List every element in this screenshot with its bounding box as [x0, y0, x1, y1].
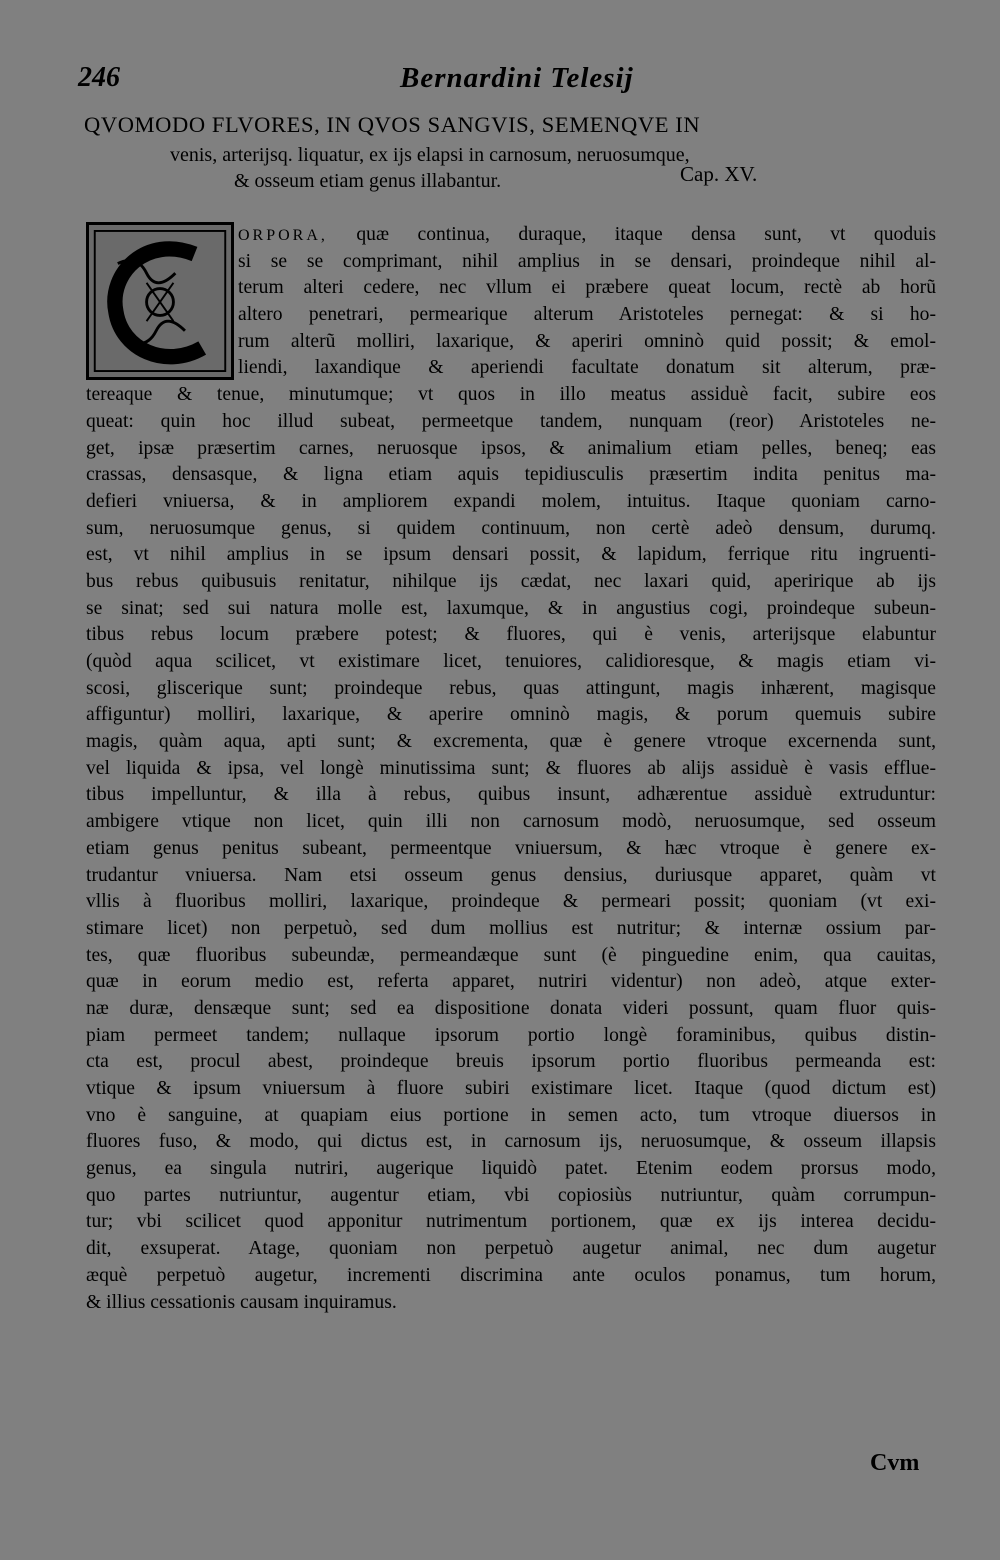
page-header — [78, 62, 958, 98]
body-line: scosi, gliscerique sunt; proindeque rebus, quas attingunt, magis inhærent, magisque — [86, 677, 936, 699]
body-line: crassas, densasque, & ligna etiam aquis tepidiusculis præsertim indita penitus ma- — [86, 464, 936, 486]
body-line: tes, quæ fluoribus subeundæ, permeandæque sunt (è pinguedine enim, qua cauitas, — [86, 944, 936, 966]
body-line: se sinat; sed sui natura molle est, laxumque, & in angustius cogi, proindeque subeun- — [86, 597, 936, 619]
body-line: trudantur vniuersa. Nam etsi osseum genus densius, duriusque apparet, quàm vt — [86, 864, 936, 886]
body-text — [86, 222, 936, 1316]
body-line: altero penetrari, permearique alterum Aristoteles pernegat: & si ho- — [238, 304, 936, 326]
page-number: 246 — [78, 62, 120, 93]
body-line: fluores fuso, & modo, qui dictus est, in carnosum ijs, neruosumque, & osseum illapsis — [86, 1131, 936, 1153]
running-title: Bernardini Telesij — [400, 62, 634, 94]
body-line: genus, ea singula nutriri, augerique liquidò patet. Etenim eodem prorsus modo, — [86, 1158, 936, 1180]
body-line: æquè perpetuò augetur, incrementi discrimina ante oculos ponamus, tum horum, — [86, 1264, 936, 1286]
chapter-number: Cap. XV. — [680, 162, 758, 186]
body-line: ambigere vtique non licet, quin illi non carnosum modò, neruosumque, sed osseum — [86, 811, 936, 833]
chapter-title-line-2: venis, arterijsq. liquatur, ex ijs elapsi in carnosum, neruosumque, — [170, 144, 690, 166]
body-line: tibus impelluntur, & illa à rebus, quibus insunt, adhærentue assiduè extruduntur: — [86, 784, 936, 806]
initial-word: ORPORA, — [238, 227, 328, 244]
body-line: dit, exsuperat. Atage, quoniam non perpetuò augetur animal, nec dum augetur — [86, 1238, 936, 1260]
body-line: defieri vniuersa, & in ampliorem expandi molem, intuitus. Itaque quoniam carno- — [86, 490, 936, 512]
body-line: quæ in eorum medio est, referta apparet, nutriri videntur) non adeò, atque exter- — [86, 971, 936, 993]
body-line: vel liquida & ipsa, vel longè minutissima sunt; & fluores ab alijs assiduè è vasis efflue- — [86, 757, 936, 779]
body-line: etiam genus penitus subeant, permeentque vniuersum, & hæc vtroque è genere ex- — [86, 837, 936, 859]
chapter-title-line-1: QVOMODO FLVORES, IN QVOS SANGVIS, SEMENQVE IN — [84, 112, 701, 137]
body-line: tibus rebus locum præbere potest; & fluores, qui è venis, arterijsque elabuntur — [86, 624, 936, 646]
body-line: terum alteri cedere, nec vllum ei præbere queat locum, rectè ab horũ — [238, 277, 936, 299]
body-line: cta est, procul abest, proindeque breuis ipsorum portio fluoribus permeanda est: — [86, 1051, 936, 1073]
body-line: magis, quàm aqua, apti sunt; & excrementa, quæ è genere vtroque excernenda sunt, — [86, 731, 936, 753]
body-line: queat: quin hoc illud subeat, permeetque tandem, nunquam (reor) Aristoteles ne- — [86, 410, 936, 432]
body-line: vtique & ipsum vniuersum à fluore subiri existimare licet. Itaque (quod dictum est) — [86, 1078, 936, 1099]
catchword: Cvm — [870, 1450, 920, 1476]
body-line: tur; vbi scilicet quod apponitur nutrimentum portionem, quæ ex ijs interea decidu- — [86, 1211, 936, 1233]
body-line: est, vt nihil amplius in se ipsum densari possit, & lapidum, ferrique ritu ingruenti- — [86, 544, 936, 566]
body-line: stimare licet) non perpetuò, sed dum mollius est nutritur; & internæ ossium par- — [86, 917, 936, 939]
body-line: quo partes nutriuntur, augentur etiam, vbi copiosiùs nutriuntur, quàm corrumpun- — [86, 1184, 936, 1206]
body-line: vno è sanguine, at quapiam eius portione in semen acto, tum vtroque diuersos in — [86, 1104, 936, 1126]
body-line: si se se comprimant, nihil amplius in se densari, proindeque nihil al- — [238, 250, 936, 272]
body-line: liendi, laxandique & aperiendi facultate donatum sit alterum, præ- — [238, 357, 936, 379]
body-line: & illius cessationis causam inquiramus. — [86, 1291, 397, 1313]
body-line: vllis à fluoribus molliri, laxarique, proindeque & permeari possit; quoniam (vt exi- — [86, 891, 936, 913]
body-line: affiguntur) molliri, laxarique, & aperire omninò magis, & porum quemuis subire — [86, 704, 936, 726]
chapter-title-line-3: & osseum etiam genus illabantur. — [234, 170, 502, 192]
body-line: bus rebus quibusuis renitatur, nihilque ijs cædat, nec laxari quid, aperirique ab ijs — [86, 570, 936, 592]
body-line: sum, neruosumque genus, si quidem continuum, non certè adeò densum, durumq. — [86, 517, 936, 539]
body-line: (quòd aqua scilicet, vt existimare licet, tenuiores, calidioresque, & magis etiam vi- — [86, 651, 936, 672]
body-line: tereaque & tenue, minutumque; vt quos in illo meatus assiduè facit, subire eos — [86, 384, 936, 406]
body-line: næ duræ, densæque sunt; sed ea dispositione donata videri possunt, quam fluor quis- — [86, 997, 936, 1019]
body-line: get, ipsæ præsertim carnes, neruosque ipsos, & animalium etiam pelles, beneq; eas — [86, 437, 936, 459]
body-line: piam permeet tandem; nullaque ipsorum portio longè foraminibus, quibus distin- — [86, 1024, 936, 1046]
body-line: ORPORA, quæ continua, duraque, itaque densa sunt, vt quoduis — [238, 224, 936, 245]
body-line: rum alterũ molliri, laxarique, & aperiri omninò quid possit; & emol- — [238, 330, 936, 352]
page-footer — [0, 1450, 1000, 1490]
